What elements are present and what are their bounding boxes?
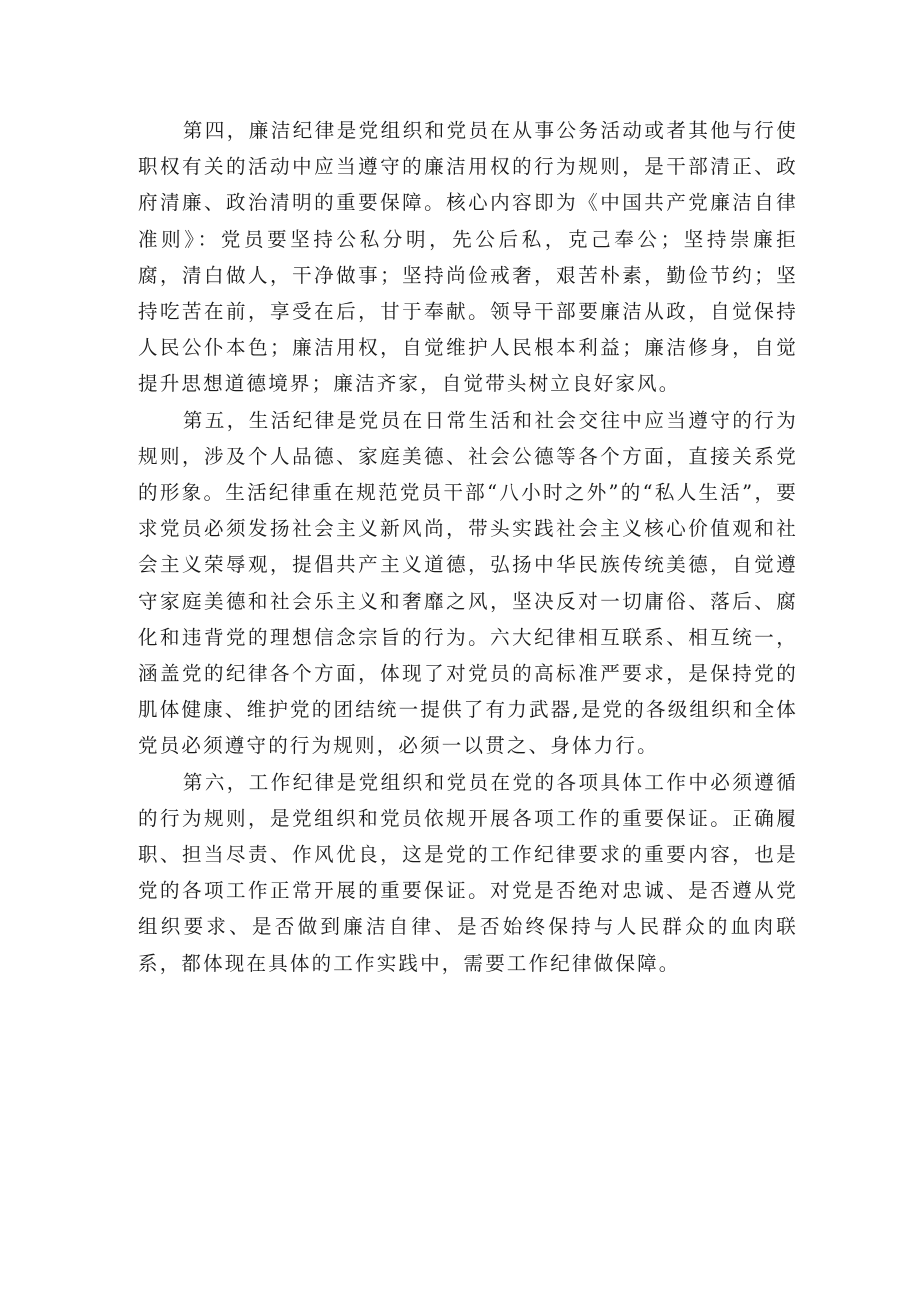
paragraph-fourth-integrity-discipline: 第四，廉洁纪律是党组织和党员在从事公务活动或者其他与行使职权有关的活动中应当遵守的廉洁用权的行为规则，是干部清正、政府清廉、政治清明的重要保障。核心内容即为《中国共产党廉洁自律准则》：党员要坚持公私分明，先公后私，克己奉公；坚持崇廉拒腐，清白做人，干净做事；坚持尚俭戒奢，艰苦朴素，勤俭节约；坚持吃苦在前，享受在后，甘于奉献。领导干部要廉洁从政，自觉保持人民公仆本色；廉洁用权，自觉维护人民根本利益；廉洁修身，自觉提升思想道德境界；廉洁齐家，自觉带头树立良好家风。 xyxy=(138,119,798,396)
paragraph-sixth-work-discipline: 第六，工作纪律是党组织和党员在党的各项具体工作中必须遵循的行为规则，是党组织和党员依规开展各项工作的重要保证。正确履职、担当尽责、作风优良，这是党的工作纪律要求的重要内容，也是党的各项工作正常开展的重要保证。对党是否绝对忠诚、是否遵从党组织要求、是否做到廉洁自律、是否始终保持与人民群众的血肉联系，都体现在具体的工作实践中，需要工作纪律做保障。 xyxy=(138,770,798,975)
document-page xyxy=(138,113,798,982)
paragraph-fifth-life-discipline: 第五，生活纪律是党员在日常生活和社会交往中应当遵守的行为规则，涉及个人品德、家庭美德、社会公德等各个方面，直接关系党的形象。生活纪律重在规范党员干部“八小时之外”的“私人生活”，要求党员必须发扬社会主义新风尚，带头实践社会主义核心价值观和社会主义荣辱观，提倡共产主义道德，弘扬中华民族传统美德，自觉遵守家庭美德和社会乐主义和奢靡之风，坚决反对一切庸俗、落后、腐化和违背党的理想信念宗旨的行为。六大纪律相互联系、相互统一，涵盖党的纪律各个方面，体现了对党员的高标准严要求，是保持党的肌体健康、维护党的团结统一提供了有力武器,是党的各级组织和全体党员必须遵守的行为规则，必须一以贯之、身体力行。 xyxy=(138,408,798,758)
